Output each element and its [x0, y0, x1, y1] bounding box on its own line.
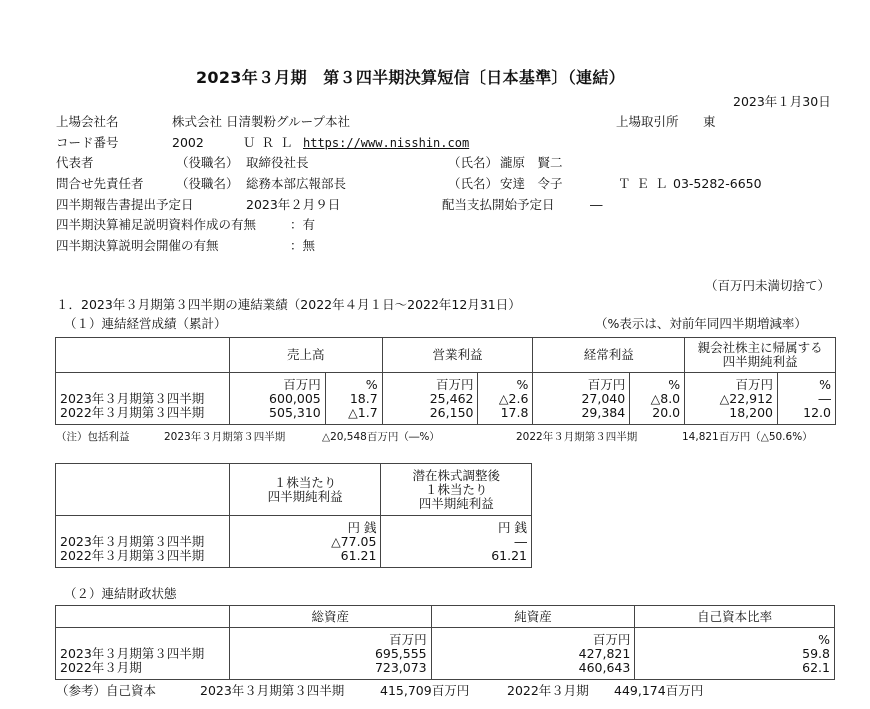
unit-note: （百万円未満切捨て）	[705, 278, 831, 293]
supplement-label: 四半期決算補足説明資料作成の有無	[56, 217, 257, 232]
row-label: 2023年３月期第３四半期	[60, 390, 205, 406]
equity-reference-prev-value: 449,174百万円	[614, 683, 704, 698]
code-label: コード番号	[56, 135, 119, 150]
row-label: 2022年３月期第３四半期	[60, 404, 205, 420]
page-title: 2023年３月期 第３四半期決算短信〔日本基準〕（連結）	[196, 68, 625, 87]
financial-position-table	[55, 605, 835, 680]
briefing-label: 四半期決算説明会開催の有無	[56, 238, 219, 253]
operating-profit-values: 百万円 25,462 26,150	[382, 373, 478, 425]
comprehensive-income-label: （注）包括利益	[56, 431, 130, 443]
section1-subheading: （１）連結経営成績（累計）	[64, 316, 227, 331]
exchange-label: 上場取引所	[616, 114, 679, 129]
rep-title: 取締役社長	[246, 155, 309, 170]
contact-name: 安達 令子	[500, 176, 563, 191]
briefing-value: ：無	[290, 238, 316, 253]
equity-reference-label: （参考）自己資本	[56, 683, 157, 698]
row-labels	[56, 628, 230, 680]
comprehensive-income-cur-value: △20,548百万円（―%）	[322, 431, 440, 443]
equity-reference-prev-period: 2022年３月期	[507, 683, 589, 698]
col-header-equity-ratio: 自己資本比率	[635, 606, 835, 628]
header-blank-cell	[56, 464, 230, 516]
col-header-net-income	[685, 338, 836, 373]
eps-table	[55, 463, 532, 568]
dividend-label: 配当支払開始予定日	[442, 197, 555, 212]
section2-subheading: （２）連結財政状態	[64, 586, 177, 601]
rep-title-label: （役職名）	[176, 155, 239, 170]
comprehensive-income-prev-value: 14,821百万円（△50.6%）	[682, 431, 813, 443]
url-label: ＵＲＬ	[243, 135, 299, 150]
diluted-eps-values: 円 銭 ― 61.21	[381, 516, 532, 568]
pct-note: （%表示は、対前年同四半期増減率）	[595, 316, 807, 331]
dividend-value: ―	[590, 197, 603, 212]
sales-values: 百万円 600,005 505,310	[229, 373, 325, 425]
operating-results-table	[55, 337, 836, 425]
equity-reference-cur-period: 2023年３月期第３四半期	[200, 683, 345, 698]
comprehensive-income-cur-period: 2023年３月期第３四半期	[164, 431, 286, 443]
operating-profit-pct: % △2.6 17.8	[478, 373, 533, 425]
total-assets-values: 百万円 695,555 723,073	[229, 628, 431, 680]
section1-heading: １．2023年３月期第３四半期の連結業績（2022年４月１日～2022年12月31日）	[56, 297, 521, 312]
row-label: 2022年３月期	[60, 659, 142, 675]
eps-values: 円 銭 △77.05 61.21	[229, 516, 381, 568]
tel-value: 03-5282-6650	[673, 176, 762, 191]
tel-label: ＴＥＬ	[618, 176, 674, 191]
header-blank-cell	[56, 606, 230, 628]
col-header-net-assets: 純資産	[431, 606, 635, 628]
report-date-value: 2023年２月９日	[246, 197, 341, 212]
net-assets-values: 百万円 427,821 460,643	[431, 628, 635, 680]
header-blank-cell	[56, 338, 230, 373]
supplement-value: ：有	[290, 217, 316, 232]
rep-name: 瀧原 賢二	[500, 155, 563, 170]
sales-pct: % 18.7 △1.7	[325, 373, 382, 425]
row-label: 2023年３月期第３四半期	[60, 645, 205, 661]
col-header-diluted-eps: 潜在株式調整後 １株当たり 四半期純利益	[381, 464, 532, 516]
contact-title: 総務本部広報部長	[246, 176, 347, 191]
col-header-sales: 売上高	[229, 338, 382, 373]
col-header-operating-profit: 営業利益	[382, 338, 533, 373]
row-labels	[56, 516, 230, 568]
row-label: 2022年３月期第３四半期	[60, 547, 205, 563]
net-income-pct: % ― 12.0	[778, 373, 836, 425]
company-name-label: 上場会社名	[56, 114, 119, 129]
ordinary-profit-pct: % △8.0 20.0	[630, 373, 685, 425]
report-date: 2023年１月30日	[733, 94, 831, 109]
code-value: 2002	[172, 135, 204, 150]
representative-label: 代表者	[56, 155, 94, 170]
company-url-link[interactable]: https://www.nisshin.com	[303, 136, 470, 150]
row-labels	[56, 373, 230, 425]
company-name-value: 株式会社 日清製粉グループ本社	[172, 114, 350, 129]
report-date-label: 四半期報告書提出予定日	[56, 197, 194, 212]
rep-name-label: （氏名）	[448, 155, 499, 170]
equity-ratio-values: % 59.8 62.1	[635, 628, 835, 680]
col-header-net-income-line2: 四半期純利益	[722, 354, 798, 369]
comprehensive-income-prev-period: 2022年３月期第３四半期	[516, 431, 638, 443]
col-header-ordinary-profit: 経常利益	[533, 338, 685, 373]
row-label: 2023年３月期第３四半期	[60, 533, 205, 549]
col-header-total-assets: 総資産	[229, 606, 431, 628]
col-header-net-income-line1: 親会社株主に帰属する	[697, 340, 823, 355]
net-income-values: 百万円 △22,912 18,200	[685, 373, 778, 425]
contact-name-label: （氏名）	[448, 176, 499, 191]
equity-reference-cur-value: 415,709百万円	[380, 683, 470, 698]
contact-title-label: （役職名）	[176, 176, 239, 191]
col-header-eps: １株当たり 四半期純利益	[229, 464, 381, 516]
exchange-value: 東	[703, 114, 716, 129]
ordinary-profit-values: 百万円 27,040 29,384	[533, 373, 630, 425]
contact-label: 問合せ先責任者	[56, 176, 144, 191]
